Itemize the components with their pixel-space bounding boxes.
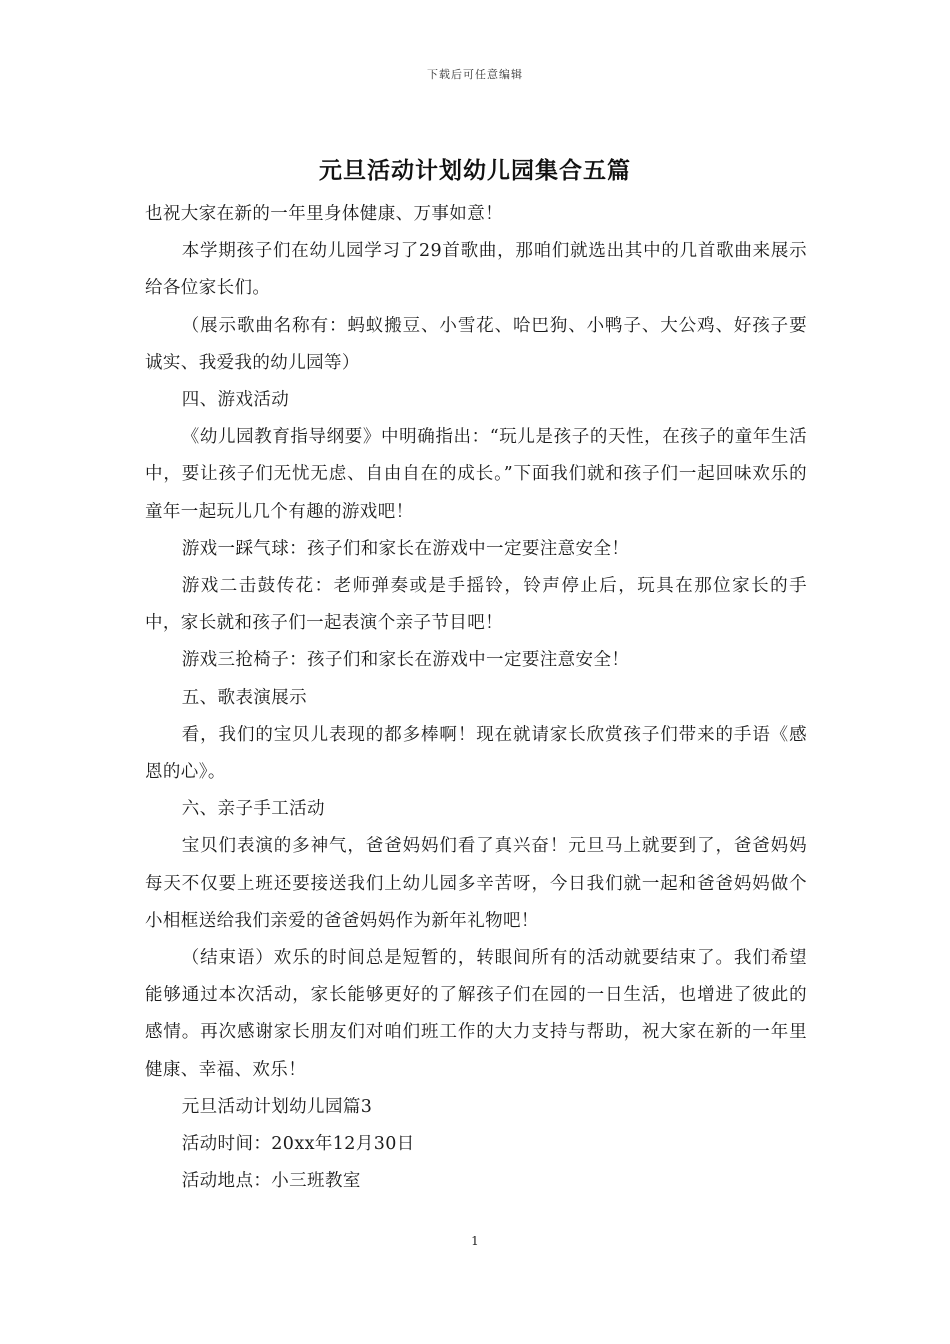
paragraph: 也祝大家在新的一年里身体健康、万事如意！ (145, 204, 503, 224)
paragraph: 宝贝们表演的多神气，爸爸妈妈们看了真兴奋！元旦马上就要到了，爸爸妈妈每天不仅要上班还要接送我们上幼儿园多辛苦呀，今日我们就一起和爸爸妈妈做个小相框送给我们亲爱的爸爸妈妈作为新年礼物吧！ (145, 836, 807, 931)
paragraph: 游戏三抢椅子：孩子们和家长在游戏中一定要注意安全！ (181, 650, 630, 671)
document-body (145, 196, 807, 1200)
section-heading: 元旦活动计划幼儿园篇3 (181, 1096, 373, 1117)
paragraph: 本学期孩子们在幼儿园学习了29首歌曲，那咱们就选出其中的几首歌曲来展示给各位家长们。 (145, 241, 807, 299)
paragraph: 游戏一踩气球：孩子们和家长在游戏中一定要注意安全！ (181, 538, 630, 559)
paragraph: 游戏二击鼓传花：老师弹奏或是手摇铃，铃声停止后，玩具在那位家长的手中，家长就和孩子们一起表演个亲子节目吧！ (145, 576, 807, 634)
paragraph: 活动时间：20xx年12月30日 (181, 1134, 415, 1155)
paragraph: 《幼儿园教育指导纲要》中明确指出：“玩儿是孩子的天性，在孩子的童年生活中，要让孩子们无忧无虑、自由自在的成长。”下面我们就和孩子们一起回味欢乐的童年一起玩儿几个有趣的游戏吧！ (145, 427, 807, 522)
section-heading: 四、游戏活动 (181, 390, 290, 411)
paragraph: （结束语）欢乐的时间总是短暂的，转眼间所有的活动就要结束了。我们希望能够通过本次活动，家长能够更好的了解孩子们在园的一日生活，也增进了彼此的感情。再次感谢家长朋友们对咱们班工作的大力支持与帮助，祝大家在新的一年里健康、幸福、欢乐！ (145, 948, 807, 1080)
section-heading: 五、歌表演展示 (181, 687, 308, 708)
paragraph: （展示歌曲名称有：蚂蚁搬豆、小雪花、哈巴狗、小鸭子、大公鸡、好孩子要诚实、我爱我的幼儿园等） (145, 315, 807, 373)
page-number: 1 (471, 1234, 479, 1248)
section-heading: 六、亲子手工活动 (181, 799, 325, 820)
paragraph: 活动地点：小三班教室 (181, 1171, 361, 1192)
header-note: 下载后可任意编辑 (427, 68, 523, 81)
paragraph: 看，我们的宝贝儿表现的都多棒啊！现在就请家长欣赏孩子们带来的手语《感恩的心》。 (145, 724, 807, 783)
document-title: 元旦活动计划幼儿园集合五篇 (319, 157, 631, 184)
